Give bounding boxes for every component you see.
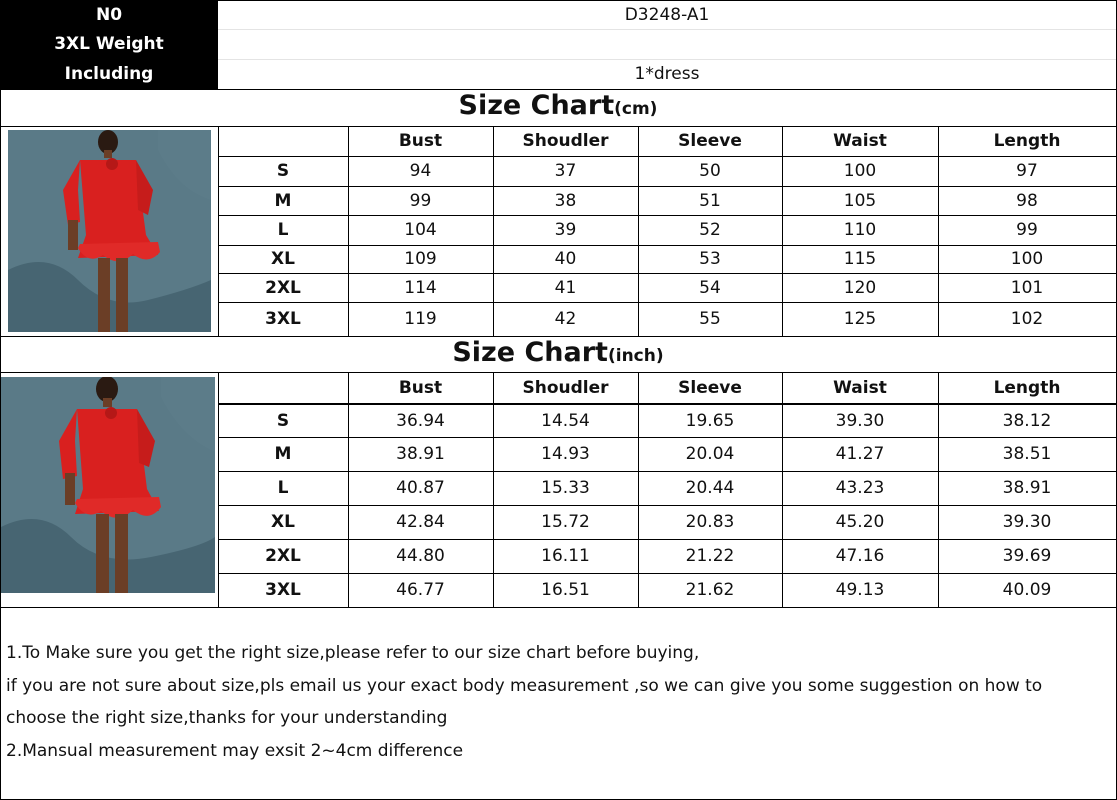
cm-cell: 40 — [554, 249, 577, 269]
note-line: 1.To Make sure you get the right size,please refer to our size chart before buying, — [6, 643, 700, 663]
inch-size-l: L — [277, 478, 289, 498]
inch-size-xl: XL — [271, 512, 295, 532]
inch-size-s: S — [276, 411, 290, 431]
inch-cell: 43.23 — [835, 478, 885, 498]
inch-cell: 47.16 — [835, 546, 885, 566]
cm-col-length: Length — [993, 131, 1061, 151]
inch-cell: 19.65 — [685, 411, 735, 431]
inch-cell: 39.30 — [1002, 512, 1052, 532]
cm-size-s: S — [276, 161, 290, 181]
cm-cell: 41 — [554, 277, 577, 298]
inch-cell: 40.87 — [396, 478, 445, 498]
cm-cell: 99 — [409, 190, 432, 211]
inch-cell: 39.69 — [1002, 546, 1052, 566]
inch-cell: 38.91 — [1002, 478, 1052, 498]
cm-cell: 50 — [699, 161, 721, 181]
inch-cell: 39.30 — [835, 411, 885, 431]
inch-size-2xl: 2XL — [265, 546, 301, 566]
cm-cell: 120 — [843, 277, 877, 298]
notes — [6, 637, 1042, 767]
inch-col-bust: Bust — [398, 377, 443, 398]
note-line: 2.Mansual measurement may exsit 2~4cm difference — [6, 740, 464, 761]
cm-cell: 42 — [554, 309, 577, 329]
cm-cell: 104 — [404, 220, 437, 240]
inch-cell: 45.20 — [835, 512, 885, 532]
inch-cell: 38.51 — [1002, 444, 1052, 464]
inch-cell: 15.72 — [541, 512, 590, 532]
cm-cell: 38 — [554, 190, 577, 211]
inch-cell: 49.13 — [835, 580, 885, 600]
inch-cell: 21.62 — [685, 580, 735, 600]
inch-cell: 20.83 — [685, 512, 735, 532]
cm-cell: 99 — [1016, 220, 1038, 240]
header-label-no: N0 — [0, 0, 218, 29]
cm-cell: 98 — [1016, 190, 1038, 211]
inch-chart-title: Size Chart (inch) — [452, 337, 664, 368]
inch-col-shoulder: Shoudler — [522, 377, 609, 398]
inch-cell: 15.33 — [541, 478, 590, 498]
inch-cell: 44.80 — [396, 546, 445, 566]
cm-product-photo — [8, 130, 211, 332]
cm-cell: 54 — [699, 277, 721, 298]
inch-cell: 14.93 — [541, 444, 590, 464]
header-label-including: Including — [0, 59, 218, 89]
inch-cell: 14.54 — [541, 411, 590, 431]
inch-cell: 38.91 — [396, 444, 445, 464]
cm-cell: 109 — [404, 249, 437, 269]
inch-cell: 36.94 — [396, 411, 445, 431]
cm-cell: 97 — [1016, 161, 1038, 181]
inch-size-3xl: 3XL — [265, 580, 301, 600]
inch-cell: 41.27 — [835, 444, 885, 464]
cm-cell: 94 — [409, 161, 432, 181]
cm-col-bust: Bust — [398, 131, 443, 151]
inch-cell: 21.22 — [685, 546, 735, 566]
inch-cell: 20.44 — [685, 478, 735, 498]
including-value: 1*dress — [634, 64, 700, 84]
cm-col-sleeve: Sleeve — [678, 131, 742, 151]
model-number: D3248-A1 — [624, 4, 710, 25]
header-label-weight: 3XL Weight — [0, 29, 218, 59]
cm-cell: 101 — [1010, 277, 1044, 298]
inch-col-sleeve: Sleeve — [678, 377, 742, 398]
inch-col-waist: Waist — [833, 377, 887, 398]
cm-cell: 105 — [843, 190, 877, 211]
cm-chart-title: Size Chart (cm) — [458, 90, 658, 121]
cm-size-m: M — [274, 190, 292, 211]
weight-value — [218, 29, 1116, 59]
note-line: choose the right size,thanks for your understanding — [6, 708, 448, 728]
cm-cell: 119 — [404, 309, 437, 329]
cm-cell: 52 — [699, 220, 721, 240]
inch-cell: 40.09 — [1002, 580, 1052, 600]
cm-cell: 125 — [843, 309, 877, 329]
note-line: if you are not sure about size,pls email us your exact body measurement ,so we can give you some suggestion on how to — [6, 675, 1043, 696]
inch-col-length: Length — [993, 377, 1061, 398]
cm-cell: 39 — [554, 220, 577, 240]
cm-size-3xl: 3XL — [265, 309, 301, 329]
cm-cell: 100 — [1010, 249, 1044, 269]
cm-cell: 115 — [843, 249, 877, 269]
cm-cell: 102 — [1010, 309, 1044, 329]
cm-cell: 55 — [699, 309, 721, 329]
cm-cell: 114 — [404, 277, 437, 298]
cm-cell: 37 — [554, 161, 577, 181]
cm-cell: 110 — [843, 220, 877, 240]
cm-cell: 51 — [699, 190, 721, 211]
cm-size-2xl: 2XL — [265, 277, 301, 298]
cm-col-shoulder: Shoudler — [522, 131, 609, 151]
cm-size-l: L — [277, 220, 289, 240]
inch-product-photo — [1, 377, 215, 593]
inch-size-m: M — [274, 444, 292, 464]
inch-cell: 38.12 — [1002, 411, 1052, 431]
inch-cell: 46.77 — [396, 580, 445, 600]
inch-cell: 42.84 — [396, 512, 445, 532]
cm-cell: 100 — [843, 161, 877, 181]
cm-cell: 53 — [699, 249, 721, 269]
cm-col-waist: Waist — [833, 131, 887, 151]
inch-cell: 16.51 — [541, 580, 590, 600]
cm-size-xl: XL — [271, 249, 295, 269]
inch-cell: 16.11 — [541, 546, 590, 566]
inch-cell: 20.04 — [685, 444, 735, 464]
